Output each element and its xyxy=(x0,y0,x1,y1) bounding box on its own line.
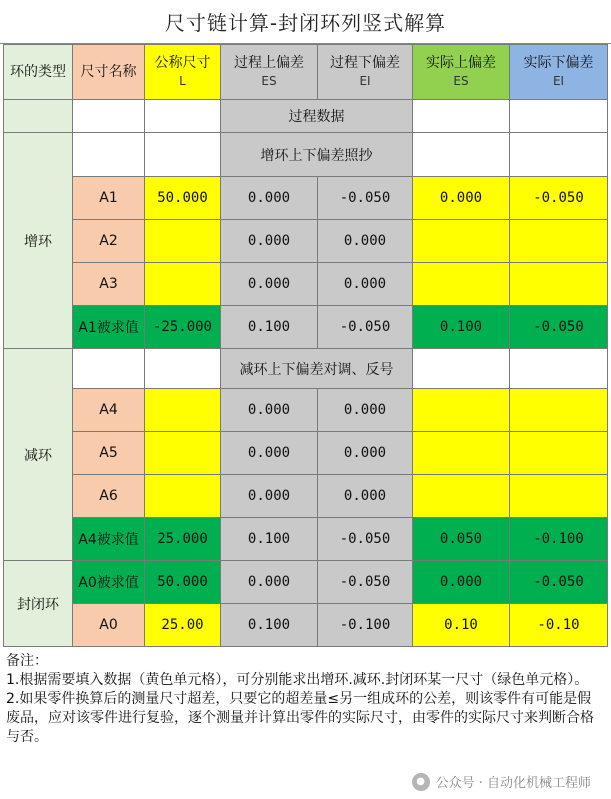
proc-lower-cell: 0.000 xyxy=(318,432,413,475)
act-upper-input[interactable]: 0.000 xyxy=(413,177,510,220)
cell-empty[interactable] xyxy=(510,133,608,177)
proc-lower-cell: -0.100 xyxy=(318,604,413,647)
act-upper-input[interactable]: 0.10 xyxy=(413,604,510,647)
page-title: 尺寸链计算-封闭环列竖式解算 xyxy=(0,0,611,44)
header-proc-upper: 过程上偏差 ES xyxy=(221,45,318,100)
act-upper-input[interactable] xyxy=(413,263,510,306)
header-act-lower: 实际下偏差 EI xyxy=(510,45,608,100)
act-lower-input[interactable] xyxy=(510,263,608,306)
proc-upper-cell: 0.100 xyxy=(221,306,318,349)
cell-empty[interactable] xyxy=(413,100,510,133)
cell-empty[interactable] xyxy=(145,100,221,133)
table-row xyxy=(4,389,608,432)
cell-empty[interactable] xyxy=(73,100,145,133)
act-lower-input[interactable]: -0.10 xyxy=(510,604,608,647)
proc-upper-cell: 0.000 xyxy=(221,475,318,518)
proc-lower-cell: -0.050 xyxy=(318,177,413,220)
header-dim-name: 尺寸名称 xyxy=(73,45,145,100)
dim-name-cell: A1被求值 xyxy=(73,306,145,349)
decrease-note-row xyxy=(4,349,608,389)
nominal-input[interactable] xyxy=(145,263,221,306)
cell-empty xyxy=(4,100,73,133)
header-nominal: 公称尺寸 L xyxy=(145,45,221,100)
proc-lower-cell: 0.000 xyxy=(318,389,413,432)
nominal-input[interactable] xyxy=(145,475,221,518)
act-lower-input[interactable] xyxy=(510,432,608,475)
cell-empty[interactable] xyxy=(145,349,221,389)
cell-empty[interactable] xyxy=(73,349,145,389)
dim-name-cell: A0被求值 xyxy=(73,561,145,604)
table-row xyxy=(4,518,608,561)
act-lower-result: -0.100 xyxy=(510,518,608,561)
act-lower-input[interactable]: -0.050 xyxy=(510,177,608,220)
cell-empty[interactable] xyxy=(510,349,608,389)
header-proc-lower: 过程下偏差 EI xyxy=(318,45,413,100)
nominal-input[interactable] xyxy=(145,220,221,263)
dim-name-cell: A4被求值 xyxy=(73,518,145,561)
act-upper-input[interactable] xyxy=(413,432,510,475)
proc-upper-cell: 0.000 xyxy=(221,177,318,220)
dim-name-cell: A6 xyxy=(73,475,145,518)
dim-name-cell: A0 xyxy=(73,604,145,647)
proc-lower-cell: -0.050 xyxy=(318,561,413,604)
dim-name-cell: A3 xyxy=(73,263,145,306)
header-act-upper: 实际上偏差 ES xyxy=(413,45,510,100)
proc-lower-cell: -0.050 xyxy=(318,306,413,349)
act-lower-result: -0.050 xyxy=(510,306,608,349)
proc-lower-cell: 0.000 xyxy=(318,475,413,518)
dim-name-cell: A4 xyxy=(73,389,145,432)
watermark-text: 公众号 · 自动化机械工程师 xyxy=(435,776,591,791)
table-row xyxy=(4,220,608,263)
watermark xyxy=(412,772,591,791)
proc-upper-cell: 0.000 xyxy=(221,561,318,604)
process-data-label: 过程数据 xyxy=(221,100,413,133)
decrease-note-label: 减环上下偏差对调、反号 xyxy=(221,349,413,389)
cell-empty[interactable] xyxy=(510,100,608,133)
proc-lower-cell: -0.050 xyxy=(318,518,413,561)
proc-lower-cell: 0.000 xyxy=(318,263,413,306)
table-row xyxy=(4,604,608,647)
proc-upper-cell: 0.100 xyxy=(221,604,318,647)
table-row xyxy=(4,475,608,518)
table-row xyxy=(4,177,608,220)
increase-ring-label: 增环 xyxy=(4,133,73,349)
notes-line-1: 1.根据需要填入数据（黄色单元格），可分别能求出增环.减环.封闭环某一尺寸（绿色单元格）。 xyxy=(6,672,589,688)
table-row xyxy=(4,432,608,475)
header-row xyxy=(4,45,608,100)
nominal-result: 25.000 xyxy=(145,518,221,561)
proc-upper-cell: 0.000 xyxy=(221,389,318,432)
notes-line-2: 2.如果零件换算后的测量尺寸超差，只要它的超差量≤另一组成环的公差，则该零件有可能是假废品，应对该零件进行复验，逐个测量并计算出零件的实际尺寸，由零件的实际尺寸来判断合格与否。 xyxy=(6,691,594,745)
table-row xyxy=(4,561,608,604)
proc-upper-cell: 0.000 xyxy=(221,220,318,263)
cell-empty[interactable] xyxy=(73,133,145,177)
table-row xyxy=(4,263,608,306)
nominal-input[interactable]: 50.000 xyxy=(145,177,221,220)
act-lower-input[interactable] xyxy=(510,475,608,518)
calc-table xyxy=(3,44,608,647)
act-upper-result: 0.100 xyxy=(413,306,510,349)
proc-upper-cell: 0.000 xyxy=(221,432,318,475)
proc-lower-cell: 0.000 xyxy=(318,220,413,263)
act-upper-result: 0.000 xyxy=(413,561,510,604)
closed-ring-label: 封闭环 xyxy=(4,561,73,647)
table-row xyxy=(4,306,608,349)
act-upper-input[interactable] xyxy=(413,220,510,263)
act-lower-input[interactable] xyxy=(510,220,608,263)
act-upper-input[interactable] xyxy=(413,475,510,518)
notes-section xyxy=(6,652,604,747)
nominal-result: -25.000 xyxy=(145,306,221,349)
nominal-input[interactable] xyxy=(145,432,221,475)
increase-note-row xyxy=(4,133,608,177)
nominal-result: 50.000 xyxy=(145,561,221,604)
process-data-row xyxy=(4,100,608,133)
cell-empty[interactable] xyxy=(413,349,510,389)
act-lower-input[interactable] xyxy=(510,389,608,432)
increase-note-label: 增环上下偏差照抄 xyxy=(221,133,413,177)
act-lower-result: -0.050 xyxy=(510,561,608,604)
act-upper-result: 0.050 xyxy=(413,518,510,561)
act-upper-input[interactable] xyxy=(413,389,510,432)
dim-name-cell: A2 xyxy=(73,220,145,263)
wechat-icon: ● xyxy=(412,773,430,791)
nominal-input[interactable]: 25.00 xyxy=(145,604,221,647)
header-ring-type: 环的类型 xyxy=(4,45,73,100)
proc-upper-cell: 0.100 xyxy=(221,518,318,561)
proc-upper-cell: 0.000 xyxy=(221,263,318,306)
cell-empty[interactable] xyxy=(145,133,221,177)
dim-name-cell: A1 xyxy=(73,177,145,220)
decrease-ring-label: 减环 xyxy=(4,349,73,561)
dim-name-cell: A5 xyxy=(73,432,145,475)
nominal-input[interactable] xyxy=(145,389,221,432)
cell-empty[interactable] xyxy=(413,133,510,177)
notes-heading: 备注： xyxy=(6,653,48,669)
